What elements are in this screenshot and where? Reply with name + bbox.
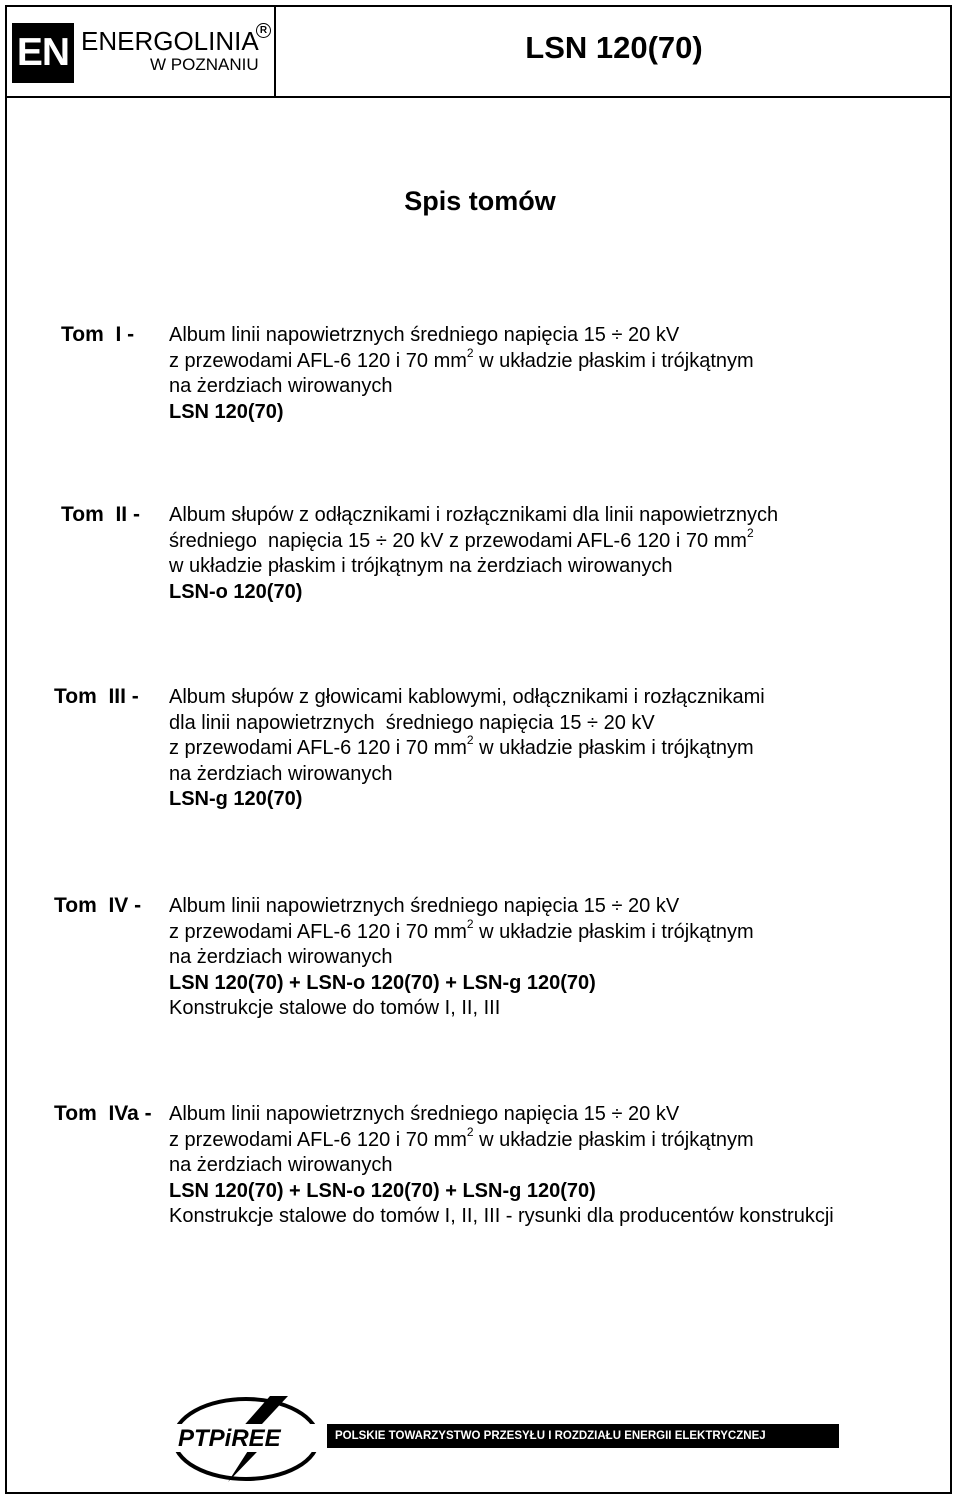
line-text: z przewodami AFL-6 120 i 70 mm xyxy=(169,737,467,759)
volume-line xyxy=(169,400,754,426)
line-text: na żerdziach wirowanych xyxy=(169,946,393,968)
volume-line xyxy=(169,503,778,529)
volume-line xyxy=(169,971,754,997)
logo-text: PTPiREE xyxy=(178,1425,281,1452)
volume-line xyxy=(169,323,754,349)
volume-line xyxy=(169,1124,834,1154)
energolinia-logo: EN xyxy=(12,23,74,83)
superscript: 2 xyxy=(466,916,474,931)
volume-lines xyxy=(169,503,778,605)
superscript: 2 xyxy=(466,733,474,748)
line-text: na żerdziach wirowanych xyxy=(169,1154,393,1176)
volume-label: Tom III - xyxy=(54,685,139,708)
superscript: 2 xyxy=(746,525,754,540)
volume-line xyxy=(169,996,754,1022)
line-text: z przewodami AFL-6 120 i 70 mm xyxy=(169,920,467,943)
line-text: z przewodami AFL-6 120 i 70 mm xyxy=(169,349,467,372)
volume-lines xyxy=(169,894,754,1022)
line-text: LSN 120(70) + LSN-o 120(70) + LSN-g 120(70) xyxy=(169,1179,596,1202)
volume-label: Tom II - xyxy=(61,503,140,526)
organization-name: POLSKIE TOWARZYSTWO PRZESYŁU I ROZDZIAŁU ENERGII ELEKTRYCZNEJ xyxy=(327,1424,839,1448)
company-name: ENERGOLINIA xyxy=(81,26,259,56)
line-text: na żerdziach wirowanych xyxy=(169,762,393,785)
ptpiree-logo xyxy=(170,1394,330,1484)
volume-line xyxy=(169,1204,834,1230)
line-text: Konstrukcje stalowe do tomów I, II, III xyxy=(169,997,501,1019)
volume-label: Tom IV - xyxy=(54,894,142,917)
volume-line xyxy=(169,733,765,762)
volume-line xyxy=(169,1102,834,1128)
line-text: LSN 120(70) + LSN-o 120(70) + LSN-g 120(70) xyxy=(169,971,596,994)
line-text: w układzie płaskim i trójkątnym xyxy=(473,920,754,943)
document-code: LSN 120(70) xyxy=(525,30,703,65)
line-text: w układzie płaskim i trójkątnym xyxy=(473,349,754,372)
superscript: 2 xyxy=(466,345,474,360)
line-text: Konstrukcje stalowe do tomów I, II, III - rysunki dla producentów konstrukcji xyxy=(169,1205,834,1227)
line-text: Album linii napowietrznych średniego napięcia 15 ÷ 20 kV xyxy=(169,895,680,917)
header-rule xyxy=(5,96,952,98)
volume-line xyxy=(169,685,765,711)
volume-line xyxy=(169,787,765,813)
line-text: Album linii napowietrznych średniego napięcia 15 ÷ 20 kV xyxy=(169,324,680,346)
volume-lines xyxy=(169,323,754,425)
volume-line xyxy=(169,554,778,580)
volume-line xyxy=(169,916,754,946)
volume-line xyxy=(169,345,754,375)
superscript: 2 xyxy=(466,1124,474,1139)
volume-line xyxy=(169,1153,834,1179)
registered-mark-icon: R xyxy=(256,23,271,38)
volume-line xyxy=(169,1179,834,1205)
volume-line xyxy=(169,525,778,555)
line-text: dla linii napowietrznych średniego napięcia 15 ÷ 20 kV xyxy=(169,711,655,734)
line-text: w układzie płaskim i trójkątnym xyxy=(473,737,754,759)
line-text: Album linii napowietrznych średniego napięcia 15 ÷ 20 kV xyxy=(169,1103,680,1125)
line-text: LSN 120(70) xyxy=(169,400,284,423)
volume-lines xyxy=(169,1102,834,1230)
volume-label: Tom I - xyxy=(61,323,135,346)
volume-line xyxy=(169,762,765,788)
line-text: w układzie płaskim i trójkątnym na żerdziach wirowanych xyxy=(169,555,673,577)
line-text: z przewodami AFL-6 120 i 70 mm xyxy=(169,1128,467,1151)
line-text: w układzie płaskim i trójkątnym xyxy=(473,1128,754,1151)
volume-line xyxy=(169,580,778,606)
volume-lines xyxy=(169,685,765,813)
volume-line xyxy=(169,374,754,400)
company-city: W POZNANIU xyxy=(150,55,259,74)
line-text: na żerdziach wirowanych xyxy=(169,375,393,397)
volume-line xyxy=(169,945,754,971)
line-text: średniego napięcia 15 ÷ 20 kV z przewodami AFL-6 120 i 70 mm xyxy=(169,529,747,552)
page-title: Spis tomów xyxy=(404,186,556,216)
volume-label: Tom IVa - xyxy=(54,1102,152,1125)
volume-line xyxy=(169,894,754,920)
line-text: LSN-g 120(70) xyxy=(169,788,303,810)
line-text: LSN-o 120(70) xyxy=(169,580,303,603)
line-text: Album słupów z odłącznikami i rozłącznikami dla linii napowietrznych xyxy=(169,504,779,526)
line-text: Album słupów z głowicami kablowymi, odłącznikami i rozłącznikami xyxy=(169,686,765,708)
